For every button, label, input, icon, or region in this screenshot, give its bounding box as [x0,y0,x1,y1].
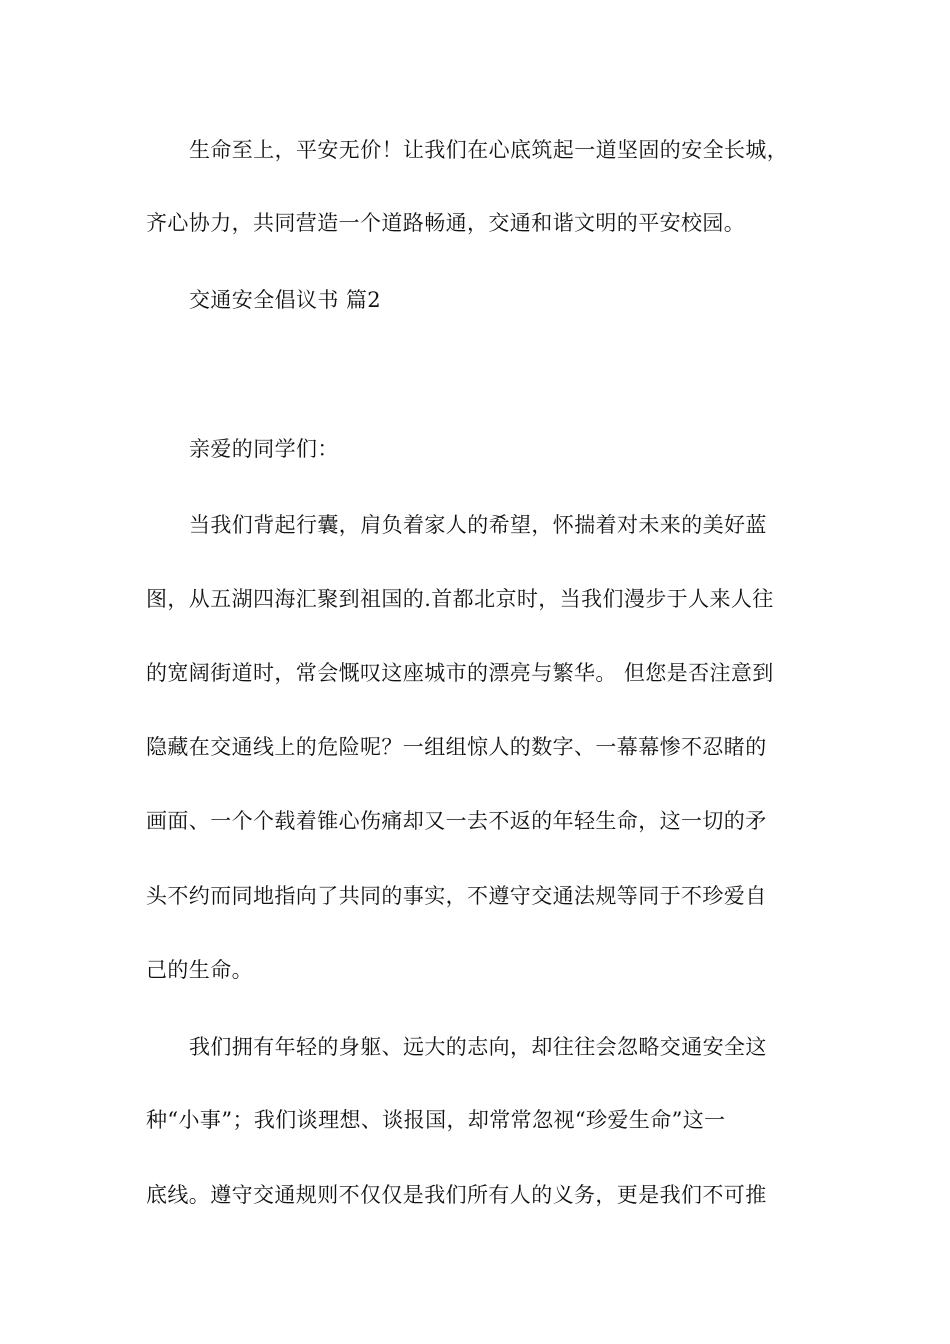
section-heading: 交通安全倡议书 篇2 [189,288,382,312]
paragraph-line-11: 种“小事”；我们谈理想、谈报国，却常常忽视“珍爱生命”这一 [146,1108,726,1132]
paragraph-line-10: 我们拥有年轻的身躯、远大的志向，却往往会忽略交通安全这 [189,1035,767,1059]
paragraph-line-8: 头不约而同地指向了共同的事实，不遵守交通法规等同于不珍爱自 [146,884,767,908]
paragraph-line-6: 隐藏在交通线上的危险呢？一组组惊人的数字、一幕幕惨不忍睹的 [146,735,767,759]
paragraph-line-4: 图，从五湖四海汇聚到祖国的.首都北京时，当我们漫步于人来人往 [146,587,774,611]
salutation: 亲爱的同学们： [189,437,339,461]
paragraph-line-1: 生命至上，平安无价！让我们在心底筑起一道坚固的安全长城， [189,138,789,162]
paragraph-line-7: 画面、一个个载着锥心伤痛却又一去不返的年轻生命，这一切的矛 [146,809,767,833]
paragraph-line-2: 齐心协力，共同营造一个道路畅通，交通和谐文明的平安校园。 [146,211,746,235]
paragraph-line-12: 底线。遵守交通规则不仅仅是我们所有人的义务，更是我们不可推 [146,1183,767,1207]
paragraph-line-9: 己的生命。 [146,958,253,982]
paragraph-line-3: 当我们背起行囊，肩负着家人的希望，怀揣着对未来的美好蓝 [189,513,767,537]
paragraph-line-5: 的宽阔街道时，常会慨叹这座城市的漂亮与繁华。 但您是否注意到 [146,661,774,685]
